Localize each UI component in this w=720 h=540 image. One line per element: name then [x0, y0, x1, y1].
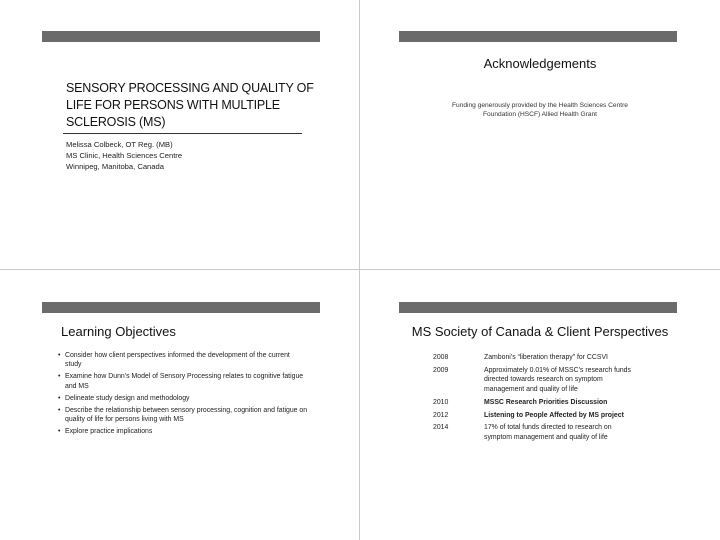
author-affiliation: MS Clinic, Health Sciences Centre — [66, 151, 183, 160]
timeline-text: Zamboni’s “liberation therapy” for CCSVI — [484, 354, 608, 361]
timeline-text: 17% of total funds directed to research on symptom management and quality of life — [484, 424, 612, 441]
timeline-year: 2009 — [433, 366, 449, 374]
bullet-icon: • — [58, 394, 61, 402]
horizontal-divider — [0, 269, 720, 270]
timeline — [433, 353, 633, 446]
list-item: • Examine how Dunn’s Model of Sensory Processing relates to cognitive fatigue and MS — [58, 373, 304, 390]
slide-learning-objectives[interactable] — [0, 271, 358, 539]
acknowledgement-text — [361, 101, 719, 119]
timeline-year: 2014 — [433, 424, 449, 432]
timeline-text: Listening to People Affected by MS project — [484, 411, 624, 419]
timeline-row — [433, 411, 633, 420]
slide-heading: MS Society of Canada & Client Perspectives — [411, 324, 669, 339]
timeline-year: 2010 — [433, 398, 449, 406]
timeline-row — [433, 353, 633, 362]
slide-ms-society[interactable] — [361, 271, 719, 539]
title-underline — [63, 133, 302, 134]
slide-header-bar — [42, 302, 320, 313]
timeline-row — [433, 423, 633, 442]
slide-header-bar — [399, 31, 677, 42]
list-item: • Describe the relationship between sensory processing, cognition and fatigue on quality of life for persons living with MS — [58, 406, 308, 424]
list-item: • Consider how client perspectives informed the development of the current study — [58, 352, 290, 369]
slide-title-text: SENSORY PROCESSING AND QUALITY OF LIFE FOR PERSONS WITH MULTIPLE SCLEROSIS (MS) — [66, 81, 314, 129]
timeline-year: 2008 — [433, 354, 449, 361]
vertical-divider — [359, 0, 360, 540]
author-location: Winnipeg, Manitoba, Canada — [66, 162, 164, 171]
list-item: • Explore practice implications — [58, 428, 153, 436]
timeline-text: Approximately 0.01% of MSSC’s research funds directed towards research on symptom management and quality of life — [484, 366, 631, 393]
slide-heading: Acknowledgements — [483, 56, 597, 71]
bullet-icon: • — [58, 373, 61, 381]
bullet-icon: • — [58, 406, 61, 414]
timeline-year: 2012 — [433, 411, 449, 419]
bullet-icon: • — [58, 428, 61, 436]
author-name: Melissa Colbeck, OT Reg. (MB) — [66, 140, 173, 149]
timeline-row — [433, 366, 633, 394]
slide-heading: Learning Objectives — [61, 324, 176, 339]
slide-header-bar — [42, 31, 320, 42]
slide-header-bar — [399, 302, 677, 313]
timeline-text: MSSC Research Priorities Discussion — [484, 398, 608, 406]
author-block — [66, 139, 182, 172]
timeline-row — [433, 398, 633, 407]
slide-acknowledgements[interactable] — [361, 0, 719, 268]
bullet-icon: • — [58, 352, 61, 359]
slide-title[interactable] — [0, 0, 358, 268]
acknowledgement-line: Foundation (HSCF) Allied Health Grant — [483, 111, 597, 118]
objectives-list — [58, 351, 308, 439]
list-item: • Delineate study design and methodology — [58, 394, 190, 402]
acknowledgement-line: Funding generously provided by the Health Sciences Centre — [452, 102, 628, 109]
